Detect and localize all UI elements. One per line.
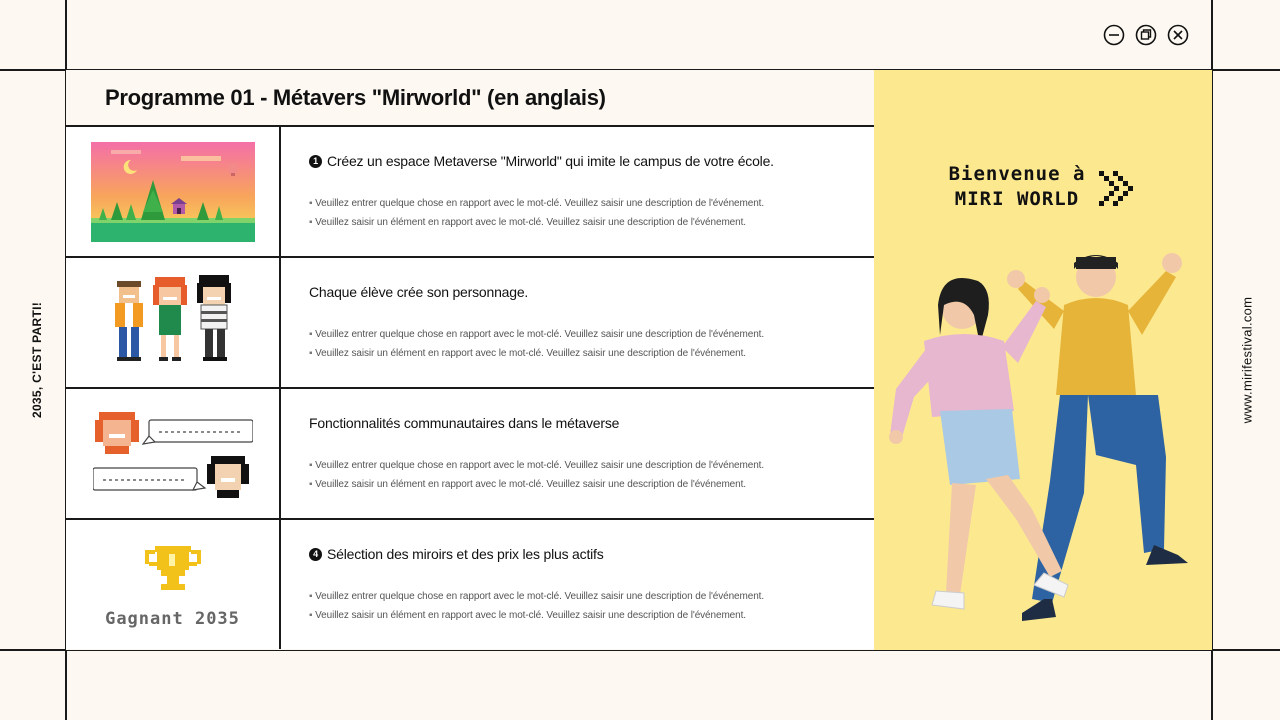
winner-caption: Gagnant 2035 xyxy=(105,609,240,629)
close-icon[interactable] xyxy=(1167,24,1189,46)
bullet-item: ▪ Veuillez entrer quelque chose en rapport avec le mot-clé. Veuillez saisir une description de l'événement. xyxy=(309,325,874,344)
row-image xyxy=(66,389,281,518)
restore-icon[interactable] xyxy=(1135,24,1157,46)
bullet-list xyxy=(309,587,874,625)
bullet-item: ▪ Veuillez saisir un élément en rapport avec le mot-clé. Veuillez saisir une description de l'événement. xyxy=(309,475,874,494)
program-row xyxy=(66,258,874,389)
welcome-banner xyxy=(874,162,1212,212)
row-text xyxy=(281,389,874,518)
students-photo xyxy=(874,245,1212,645)
row-title xyxy=(309,284,874,300)
welcome-text xyxy=(949,162,1086,212)
pixel-characters-icon xyxy=(103,273,243,373)
row-title xyxy=(309,415,874,431)
bullet-item: ▪ Veuillez entrer quelque chose en rapport avec le mot-clé. Veuillez saisir une description de l'événement. xyxy=(309,194,874,213)
pixel-chat-icon xyxy=(93,406,253,502)
welcome-line-2: MIRI WORLD xyxy=(954,188,1080,210)
minimize-icon[interactable] xyxy=(1103,24,1125,46)
page-title: Programme 01 - Métavers "Mirworld" (en anglais) xyxy=(105,84,606,110)
bullet-list xyxy=(309,325,874,363)
number-marker: 4 xyxy=(309,548,322,561)
bullet-item: ▪ Veuillez saisir un élément en rapport avec le mot-clé. Veuillez saisir une description de l'événement. xyxy=(309,213,874,232)
row-image xyxy=(66,127,281,256)
program-rows xyxy=(66,127,874,649)
row-text xyxy=(281,127,874,256)
side-caption-right[interactable]: www.mirifestival.com xyxy=(1239,296,1255,424)
bullet-item: ▪ Veuillez saisir un élément en rapport avec le mot-clé. Veuillez saisir une description de l'événement. xyxy=(309,606,874,625)
bullet-list xyxy=(309,456,874,494)
welcome-line-1: Bienvenue à xyxy=(948,163,1086,185)
row-title xyxy=(309,546,874,562)
row-image xyxy=(66,258,281,387)
bullet-item: ▪ Veuillez entrer quelque chose en rapport avec le mot-clé. Veuillez saisir une description de l'événement. xyxy=(309,587,874,606)
double-chevron-right-icon xyxy=(1097,167,1137,207)
row-title-text: Sélection des miroirs et des prix les plus actifs xyxy=(327,546,604,562)
bullet-list xyxy=(309,194,874,232)
title-row xyxy=(66,70,874,127)
row-text xyxy=(281,520,874,649)
student-girl xyxy=(889,278,1068,609)
row-title-text: Créez un espace Metaverse "Mirworld" qui imite le campus de votre école. xyxy=(327,153,774,169)
bullet-item: ▪ Veuillez entrer quelque chose en rapport avec le mot-clé. Veuillez saisir une description de l'événement. xyxy=(309,456,874,475)
program-row xyxy=(66,389,874,520)
bullet-item: ▪ Veuillez saisir un élément en rapport avec le mot-clé. Veuillez saisir une description de l'événement. xyxy=(309,344,874,363)
pixel-landscape-icon xyxy=(91,142,255,242)
row-title xyxy=(309,153,874,169)
hero-panel xyxy=(874,70,1212,650)
program-row xyxy=(66,520,874,649)
row-title-text: Chaque élève crée son personnage. xyxy=(309,284,529,300)
row-title-text: Fonctionnalités communautaires dans le métaverse xyxy=(309,415,620,431)
program-row xyxy=(66,127,874,258)
window-controls xyxy=(1103,24,1189,46)
side-caption-left: 2035, C'EST PARTI! xyxy=(30,301,44,419)
row-image xyxy=(66,520,281,649)
number-marker: 1 xyxy=(309,155,322,168)
row-text xyxy=(281,258,874,387)
trophy-icon xyxy=(141,542,205,602)
program-panel xyxy=(66,70,874,650)
